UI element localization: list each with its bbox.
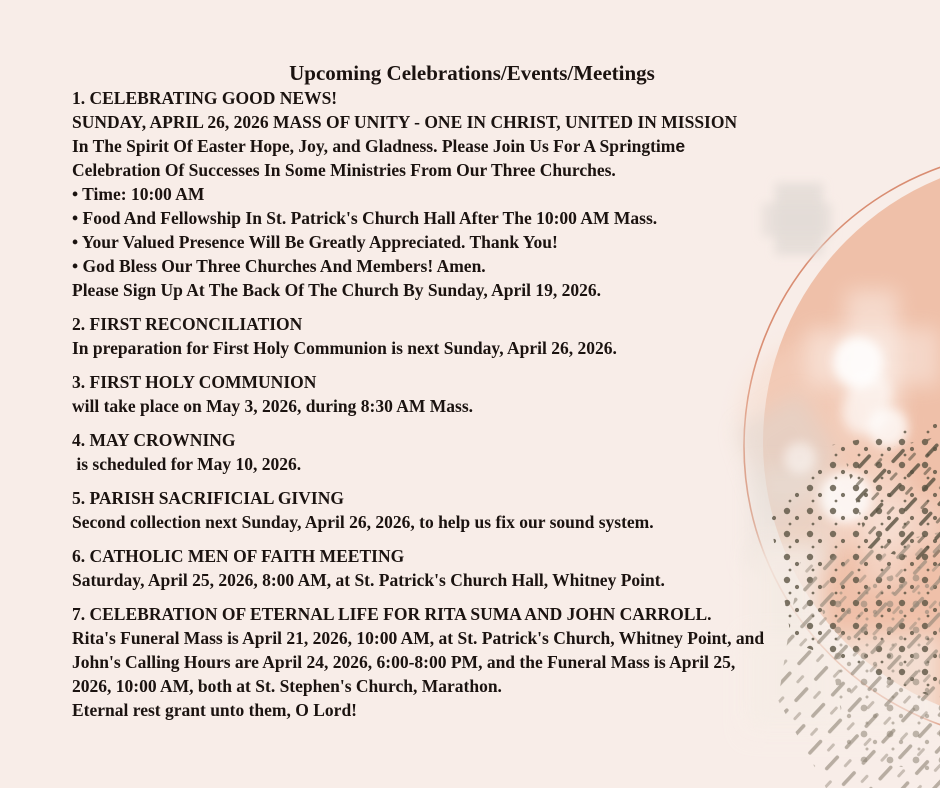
text-line: John's Calling Hours are April 24, 2026, 6:00-8:00 PM, and the Funeral Mass is April 25, [72,652,736,672]
bullet-line: • Time: 10:00 AM [72,184,205,204]
text-line: is scheduled for May 10, 2026. [72,454,302,474]
section-heading: 7. CELEBRATION OF ETERNAL LIFE FOR RITA SUMA AND JOHN CARROLL. [72,604,712,624]
text-line [72,134,872,158]
text-line: Second collection next Sunday, April 26, 2026, to help us fix our sound system. [72,512,654,532]
section-celebrating-good-news [72,86,872,302]
text-line: Celebration Of Successes In Some Ministries From Our Three Churches. [72,160,616,180]
section-first-reconciliation [72,312,872,360]
bullet-line: • God Bless Our Three Churches And Members! Amen. [72,256,486,276]
bullet-line: • Food And Fellowship In St. Patrick's Church Hall After The 10:00 AM Mass. [72,208,658,228]
section-first-holy-communion [72,370,872,418]
text-line: Rita's Funeral Mass is April 21, 2026, 10:00 AM, at St. Patrick's Church, Whitney Point, and [72,628,765,648]
section-heading: 5. PARISH SACRIFICIAL GIVING [72,488,344,508]
section-parish-sacrificial-giving [72,486,872,534]
text-line-part: In The Spirit Of Easter Hope, Joy, and Gladness. Please Join Us For A Springtim [72,136,676,156]
section-may-crowning [72,428,872,476]
springtime-sans-e: e [675,136,686,156]
page-title: Upcoming Celebrations/Events/Meetings [289,61,655,85]
section-heading: 1. CELEBRATING GOOD NEWS! [72,88,338,108]
text-line: Eternal rest grant unto them, O Lord! [72,700,357,720]
text-line: Saturday, April 25, 2026, 8:00 AM, at St. Patrick's Church Hall, Whitney Point. [72,570,665,590]
section-heading: 4. MAY CROWNING [72,430,236,450]
text-line: will take place on May 3, 2026, during 8:30 AM Mass. [72,396,474,416]
section-heading: 2. FIRST RECONCILIATION [72,314,303,334]
announcements [72,60,872,732]
section-catholic-men-of-faith [72,544,872,592]
section-heading: 3. FIRST HOLY COMMUNION [72,372,317,392]
text-line: 2026, 10:00 AM, both at St. Stephen's Church, Marathon. [72,676,502,696]
text-line: SUNDAY, APRIL 26, 2026 MASS OF UNITY - ONE IN CHRIST, UNITED IN MISSION [72,112,738,132]
section-celebration-of-eternal-life [72,602,872,722]
bullet-line: • Your Valued Presence Will Be Greatly Appreciated. Thank You! [72,232,558,252]
text-line: In preparation for First Holy Communion is next Sunday, April 26, 2026. [72,338,617,358]
section-heading: 6. CATHOLIC MEN OF FAITH MEETING [72,546,405,566]
text-line: Please Sign Up At The Back Of The Church By Sunday, April 19, 2026. [72,280,602,300]
